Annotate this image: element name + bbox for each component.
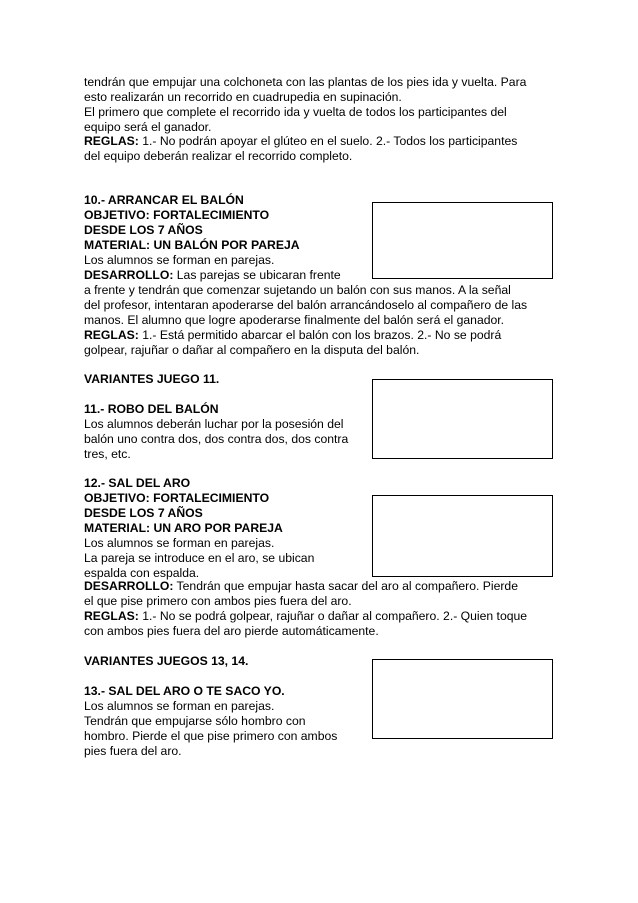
game-development [84,268,341,283]
game-age: DESDE LOS 7 AÑOS [84,506,203,520]
game-text-line: Los alumnos se forman en parejas. [84,536,275,550]
intro-line: equipo será el ganador. [84,120,212,134]
game-material: MATERIAL: UN BALÓN POR PAREJA [84,238,300,252]
illustration-placeholder [372,659,553,739]
development-label: DESARROLLO: [84,579,174,593]
game-text-line: Los alumnos se forman en parejas. [84,253,275,267]
game-rules-line: con ambos pies fuera del aro pierde automáticamente. [84,624,379,638]
rules-label: REGLAS: [84,134,139,148]
game-text-line: a frente y tendrán que comenzar sujetando un balón con sus manos. A la señal [84,283,511,297]
game-title: 10.- ARRANCAR EL BALÓN [84,193,244,207]
game-rules-line: golpear, rajuñar o dañar al compañero en la disputa del balón. [84,343,420,357]
rules-text: 1.- No se podrá golpear, rajuñar o dañar al compañero. 2.- Quien toque [138,609,528,623]
variants-heading: VARIANTES JUEGO 11. [84,372,220,386]
game-title: 11.- ROBO DEL BALÓN [84,402,219,416]
game-title: 13.- SAL DEL ARO O TE SACO YO. [84,684,285,698]
development-label: DESARROLLO: [84,268,174,282]
game-material: MATERIAL: UN ARO POR PAREJA [84,521,283,535]
game-text-line: La pareja se introduce en el aro, se ubican [84,551,315,565]
game-development [84,579,518,594]
development-text: Las parejas se ubicaran frente [173,268,341,282]
game-objective: OBJETIVO: FORTALECIMIENTO [84,491,270,505]
intro-line: tendrán que empujar una colchoneta con las plantas de los pies ida y vuelta. Para [84,75,527,89]
game-age: DESDE LOS 7 AÑOS [84,223,203,237]
rules-label: REGLAS: [84,609,139,623]
game-text-line: balón uno contra dos, dos contra dos, dos contra [84,432,349,446]
intro-rules-line: del equipo deberán realizar el recorrido completo. [84,149,353,163]
game-text-line: del profesor, intentaran apoderarse del balón arrancándoselo al compañero de las [84,298,528,312]
variants-heading: VARIANTES JUEGOS 13, 14. [84,654,249,668]
game-text-line: tres, etc. [84,447,131,461]
illustration-placeholder [372,379,553,459]
game-rules [84,328,501,343]
game-title: 12.- SAL DEL ARO [84,476,191,490]
game-text-line: manos. El alumno que logre apoderarse finalmente del balón será el ganador. [84,313,505,327]
development-text: Tendrán que empujar hasta sacar del aro al compañero. Pierde [173,579,518,593]
intro-rules [84,134,517,149]
game-objective: OBJETIVO: FORTALECIMIENTO [84,208,270,222]
game-text-line: hombro. Pierde el que pise primero con ambos [84,729,338,743]
rules-text: 1.- Está permitido abarcar el balón con los brazos. 2.- No se podrá [138,328,502,342]
rules-text: 1.- No podrán apoyar el glúteo en el suelo. 2.- Todos los participantes [138,134,518,148]
game-text-line: Tendrán que empujarse sólo hombro con [84,714,306,728]
game-text-line: Los alumnos se forman en parejas. [84,699,275,713]
rules-label: REGLAS: [84,328,139,342]
illustration-placeholder [372,495,553,577]
game-text-line: Los alumnos deberán luchar por la posesión del [84,417,344,431]
game-text-line: pies fuera del aro. [84,744,182,758]
game-text-line: espalda con espalda. [84,566,200,580]
intro-line: El primero que complete el recorrido ida y vuelta de todos los participantes del [84,105,507,119]
game-rules [84,609,527,624]
game-text-line: el que pise primero con ambos pies fuera del aro. [84,594,352,608]
illustration-placeholder [372,202,553,279]
intro-line: esto realizarán un recorrido en cuadrupedia en supinación. [84,90,402,104]
